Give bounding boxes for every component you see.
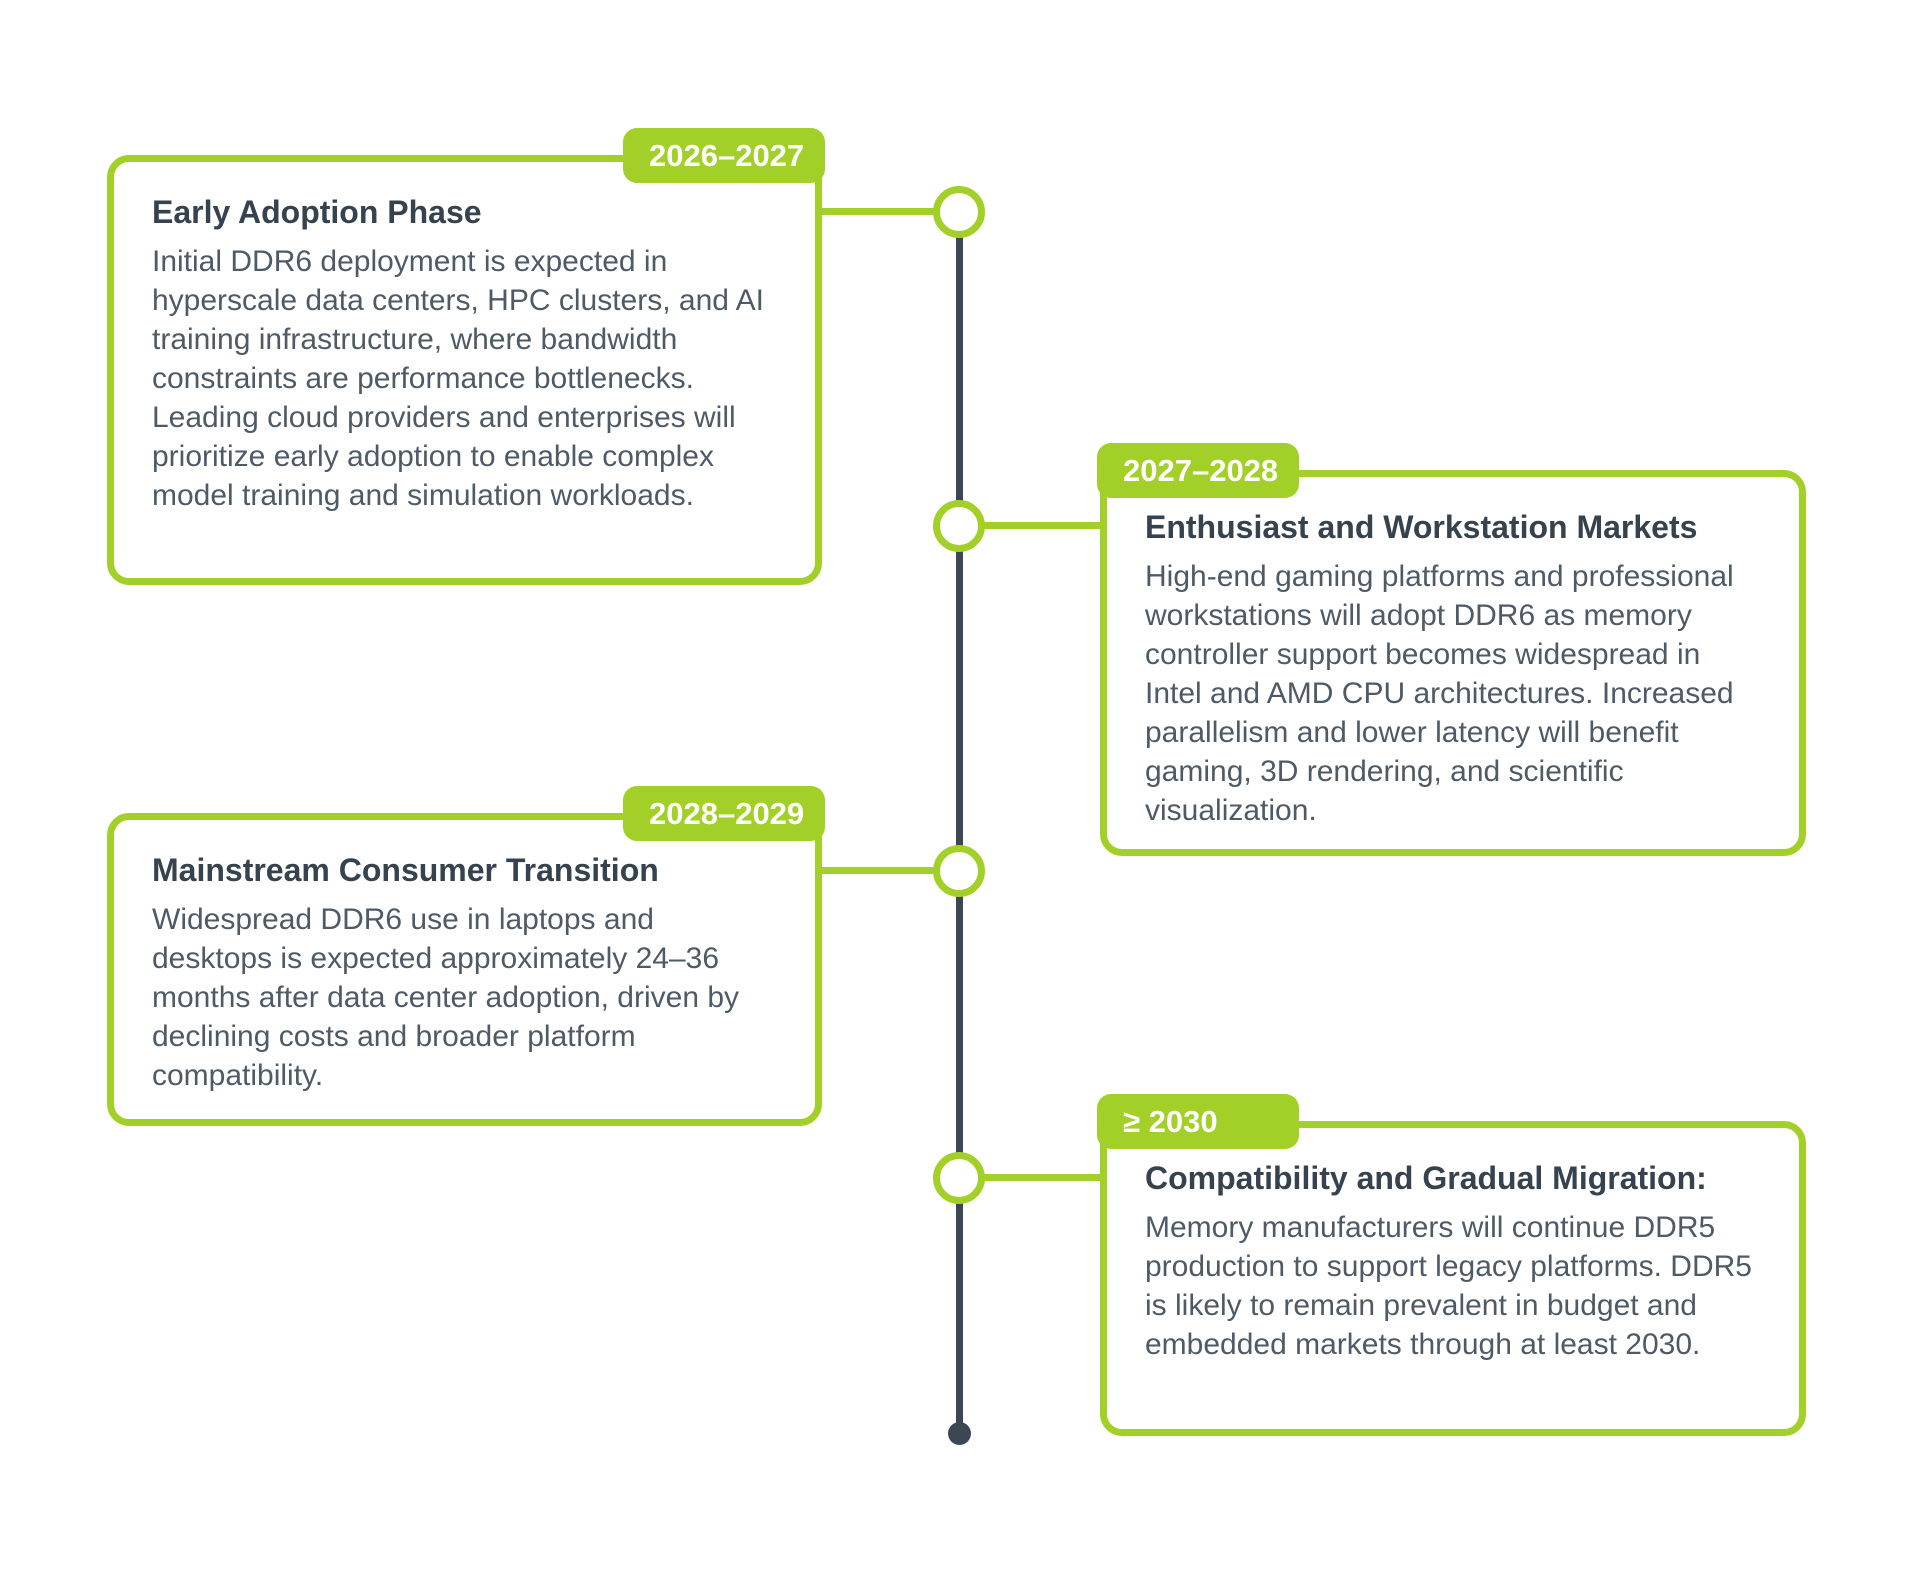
- timeline-end-dot: [948, 1422, 971, 1445]
- milestone-title-2: Enthusiast and Workstation Markets: [1145, 509, 1698, 545]
- milestone-card-3: [107, 796, 822, 1126]
- timeline-node-3: [933, 845, 985, 897]
- period-badge-3: 2028–2029: [623, 786, 825, 841]
- period-badge-4: ≥ 2030: [1097, 1094, 1299, 1149]
- timeline-spine-line: [956, 212, 963, 1433]
- milestone-title-4: Compatibility and Gradual Migration:: [1145, 1160, 1707, 1196]
- timeline-node-1: [933, 186, 985, 238]
- milestone-card-2: [1100, 453, 1806, 856]
- connector-milestone-4: [979, 1174, 1105, 1181]
- milestone-description-4: Memory manufacturers will continue DDR5 production to support legacy platforms. DDR5 is likely to remain prevalent in budget and embedded markets through at least 2030.: [1145, 1211, 1752, 1361]
- timeline-node-4: [933, 1152, 985, 1204]
- period-badge-1: 2026–2027: [623, 128, 825, 183]
- milestone-description-2: High-end gaming platforms and professional workstations will adopt DDR6 as memory controller support becomes widespread in Intel and AMD CPU architectures. Increased parallelism and lower latency will benefit gaming, 3D rendering, and scientific visualization.: [1145, 560, 1734, 827]
- connector-milestone-3: [815, 867, 941, 874]
- milestone-description-1: Initial DDR6 deployment is expected in hyperscale data centers, HPC clusters, and AI training infrastructure, where bandwidth constraints are performance bottlenecks. Leading cloud providers and enterprises will prioritize early adoption to enable complex model training and simulation workloads.: [152, 245, 764, 512]
- period-badge-2: 2027–2028: [1097, 443, 1299, 498]
- connector-milestone-2: [979, 522, 1105, 529]
- milestone-card-1: [107, 138, 822, 585]
- milestone-title-3: Mainstream Consumer Transition: [152, 852, 659, 888]
- timeline-node-2: [933, 500, 985, 552]
- milestone-description-3: Widespread DDR6 use in laptops and desktops is expected approximately 24–36 months after data center adoption, driven by declining costs and broader platform compatibility.: [152, 903, 740, 1092]
- milestone-card-4: [1100, 1104, 1806, 1436]
- connector-milestone-1: [815, 208, 941, 215]
- milestone-title-1: Early Adoption Phase: [152, 194, 482, 230]
